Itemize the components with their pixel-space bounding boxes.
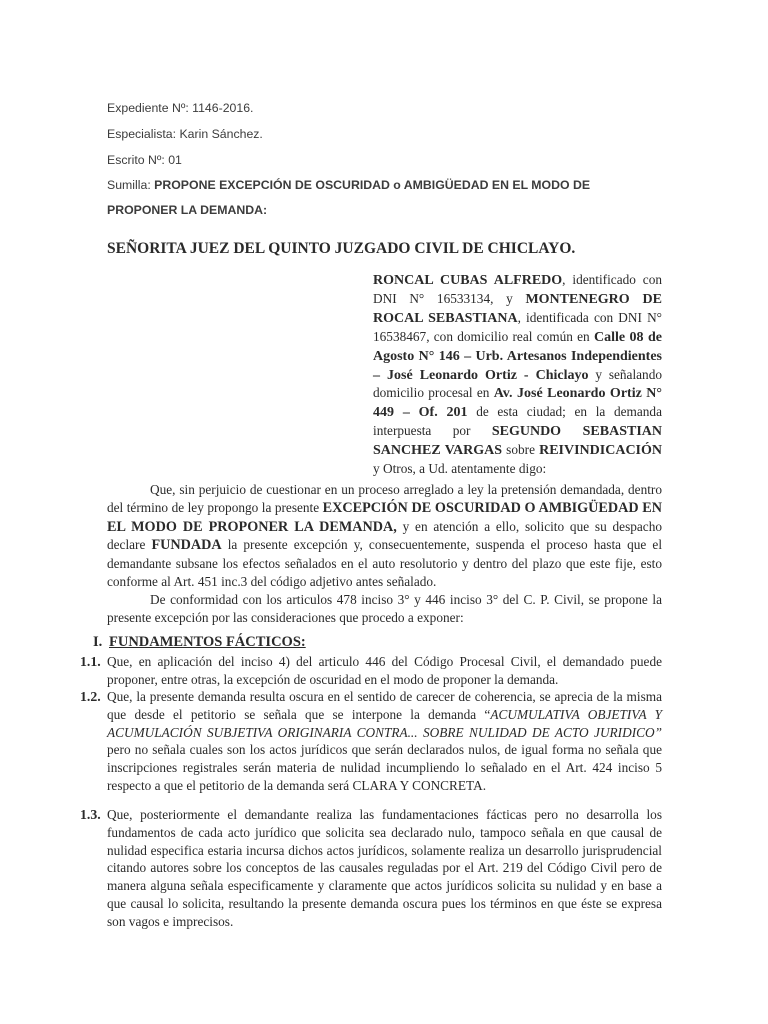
- intro-text: Que, sin perjuicio de cuestionar en un proceso arreglado a ley la pretensión demandada, dentro del término de ley propongo la presente: [107, 482, 662, 515]
- section-heading: [93, 634, 306, 651]
- party-text: , identificada con DNI N° 16538467, con domicilio real común en: [373, 309, 662, 344]
- addressee: SEÑORITA JUEZ DEL QUINTO JUZGADO CIVIL DE CHICLAYO.: [107, 240, 576, 257]
- summary-line-1: [107, 178, 590, 192]
- item-number: 1.1.: [80, 654, 101, 669]
- party-text: de esta ciudad; en la demanda interpuesta por: [373, 404, 662, 439]
- intro-paragraph: [107, 481, 662, 626]
- plaintiff-name: SEGUNDO SEBASTIAN SANCHEZ VARGAS: [373, 424, 662, 459]
- party-identification: [373, 271, 662, 478]
- exception-title: EXCEPCIÓN DE OSCURIDAD O AMBIGÜEDAD EN EL MODO DE PROPONER LA DEMANDA,: [107, 499, 663, 535]
- case-matter: REIVINDICACIÓN: [539, 443, 662, 459]
- list-item: [80, 806, 662, 931]
- item-text: pero no señala cuales son los actos jurídicos que serán declarados nulos, de igual forma no señala que inscripciones registrales serán materia de nulidad incumpliendo lo señalado en el Art. 424 inciso 5 respecto a que el petitorio de la demanda será CLARA Y CONCRETA.: [107, 742, 662, 793]
- summary-title-part-1: PROPONE EXCEPCIÓN DE OSCURIDAD o AMBIGÜEDAD EN EL MODO DE: [154, 178, 591, 192]
- filing-number: Escrito Nº: 01: [107, 153, 182, 167]
- summary-title-part-2: PROPONER LA DEMANDA:: [107, 203, 268, 217]
- party-name-1: RONCAL CUBAS ALFREDO: [373, 273, 563, 288]
- real-address: Calle 08 de Agosto N° 146 – Urb. Artesanos Independientes – José Leonardo Ortiz - Chiclayo: [373, 329, 662, 383]
- legal-basis-paragraph: De conformidad con los articulos 478 inciso 3° y 446 inciso 3° del C. P. Civil, se propone la presente excepción por las consideraciones que procedo a exponer:: [107, 591, 662, 625]
- list-item: [80, 688, 662, 795]
- procedural-address: Av. José Leonardo Ortiz N° 449 – Of. 201: [373, 386, 662, 421]
- case-number: Expediente Nº: 1146-2016.: [107, 101, 254, 115]
- intro-text: la presente excepción y, consecuentemente, suspenda el proceso hasta que el demandante subsane los efectos señalados en el auto resolutorio y dentro del plazo que este fije, esto conforme al Art. 451 inc.3 del código adjetivo antes señalado.: [107, 537, 663, 589]
- item-text: Que, la presente demanda resulta oscura en el sentido de carecer de coherencia, se aprecia de la misma que desde el petitorio se señala que se interpone la demanda “: [107, 689, 662, 722]
- item-number: 1.3.: [80, 807, 101, 822]
- list-item: [80, 653, 662, 689]
- quoted-claim: ACUMULATIVA OBJETIVA Y ACUMULACIÓN SUBJETIVA ORIGINARIA CONTRA... SOBRE NULIDAD DE ACTO JURIDICO”: [107, 706, 662, 740]
- item-text: Que, en aplicación del inciso 4) del articulo 446 del Código Procesal Civil, el demandado puede proponer, entre otras, la excepción de oscuridad en el modo de proponer la demanda.: [107, 654, 662, 687]
- summary-label: Sumilla:: [107, 178, 155, 192]
- party-text: y Otros, a Ud. atentamente digo:: [373, 461, 547, 477]
- item-number: 1.2.: [80, 689, 101, 704]
- party-text: y señalando domicilio procesal en: [373, 366, 662, 401]
- item-text: Que, posteriormente el demandante realiza las fundamentaciones fácticas pero no desarrolla los fundamentos de cada acto jurídico que solicita sea declarado nulo, tampoco señala en que causal de nulidad especifica estaria incursa dichos actos jurídicos, solamente realiza un desarrollo jurisprudencial citando autores sobre los conceptos de las causales reguladas por el Art. 219 del Código Civil pero de manera alguna señala especificamente y claramente que actos jurídicos solicita su nulidad y en base a que causal lo solicita, resultando la presente demanda oscura pues los términos en que éste se expresa son vagos e imprecisos.: [107, 807, 662, 929]
- intro-text: y en atención a ello, solicito que su despacho declare: [107, 518, 663, 553]
- ruling-request: FUNDADA: [151, 537, 222, 554]
- section-title: FUNDAMENTOS FÁCTICOS:: [109, 634, 306, 650]
- section-number: I.: [93, 634, 103, 650]
- specialist: Especialista: Karin Sánchez.: [107, 127, 263, 141]
- party-name-2: MONTENEGRO DE ROCAL SEBASTIANA: [373, 291, 662, 326]
- party-text: sobre: [502, 442, 540, 458]
- party-text: , identificado con DNI N° 16533134, y: [373, 272, 662, 306]
